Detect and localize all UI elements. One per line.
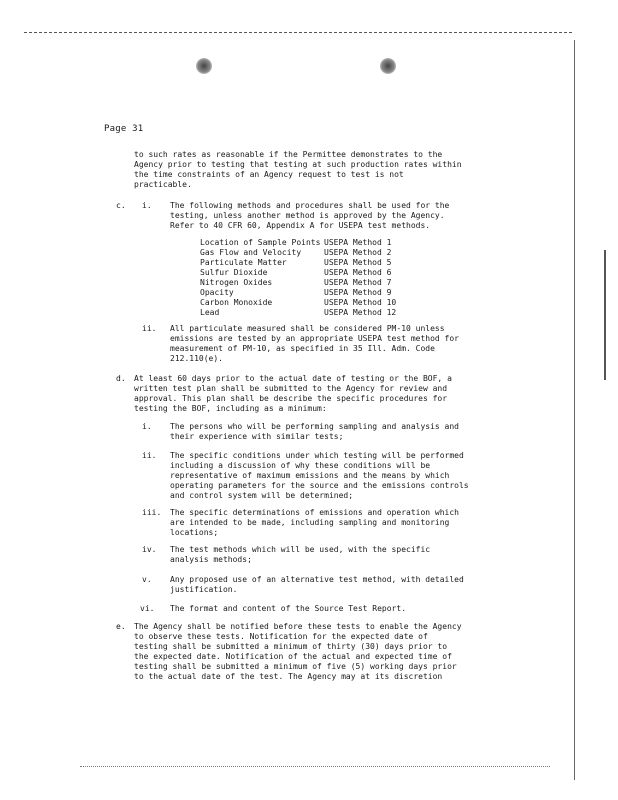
text-line: testing, unless another method is approved by the Agency. bbox=[170, 211, 445, 220]
text-line: the time constraints of an Agency request to test is not bbox=[134, 170, 404, 179]
text-line: Any proposed use of an alternative test method, with detailed bbox=[170, 575, 464, 584]
table-row bbox=[200, 278, 396, 288]
pollutant-cell: Location of Sample Points bbox=[200, 238, 321, 247]
continuation-paragraph bbox=[134, 150, 504, 190]
table-row bbox=[200, 288, 396, 298]
text-line: testing the BOF, including as a minimum: bbox=[134, 404, 327, 413]
method-cell: USEPA Method 2 bbox=[324, 248, 392, 257]
text-line: written test plan shall be submitted to the Agency for review and bbox=[134, 384, 448, 393]
scan-edge-mark bbox=[604, 250, 606, 380]
text-line: The Agency shall be notified before these tests to enable the Agency bbox=[134, 622, 462, 631]
scan-edge-right bbox=[574, 40, 575, 780]
text-line: the expected date. Notification of the actual and expected time of bbox=[134, 652, 452, 661]
text-line: The specific determinations of emissions and operation which bbox=[170, 508, 459, 517]
text-line: Refer to 40 CFR 60, Appendix A for USEPA test methods. bbox=[170, 221, 431, 230]
pollutant-cell: Gas Flow and Velocity bbox=[200, 248, 302, 257]
text-line: to such rates as reasonable if the Permittee demonstrates to the bbox=[134, 150, 443, 159]
text-line: are intended to be made, including sampling and monitoring bbox=[170, 518, 450, 527]
method-cell: USEPA Method 1 bbox=[324, 238, 392, 247]
method-cell: USEPA Method 10 bbox=[324, 298, 397, 307]
method-cell: USEPA Method 6 bbox=[324, 268, 392, 277]
section-c-label: c. bbox=[116, 201, 126, 210]
text-line: to the actual date of the test. The Agency may at its discretion bbox=[134, 672, 443, 681]
text-line: their experience with similar tests; bbox=[170, 432, 344, 441]
section-d-label: d. bbox=[116, 374, 126, 383]
pollutant-cell: Opacity bbox=[200, 288, 234, 297]
item-d-iv-label: iv. bbox=[142, 545, 157, 554]
test-methods-table bbox=[200, 238, 396, 318]
text-line: All particulate measured shall be considered PM-10 unless bbox=[170, 324, 445, 333]
item-d-ii-text bbox=[170, 451, 500, 501]
item-c-i-label: i. bbox=[142, 201, 152, 210]
page-number: Page 31 bbox=[104, 124, 144, 134]
pollutant-cell: Nitrogen Oxides bbox=[200, 278, 273, 287]
item-d-iii-text bbox=[170, 508, 500, 538]
text-line: justification. bbox=[170, 585, 238, 594]
item-c-ii-label: ii. bbox=[142, 324, 157, 333]
item-d-vi-text bbox=[170, 604, 500, 614]
table-row bbox=[200, 298, 396, 308]
item-c-ii-text bbox=[170, 324, 500, 364]
text-line: and control system will be determined; bbox=[170, 491, 354, 500]
text-line: analysis methods; bbox=[170, 555, 252, 564]
table-row bbox=[200, 258, 396, 268]
text-line: locations; bbox=[170, 528, 219, 537]
text-line: emissions are tested by an appropriate USEPA test method for bbox=[170, 334, 459, 343]
pollutant-cell: Lead bbox=[200, 308, 220, 317]
text-line: The specific conditions under which testing will be performed bbox=[170, 451, 464, 460]
item-d-ii-label: ii. bbox=[142, 451, 157, 460]
text-line: operating parameters for the source and the emissions controls bbox=[170, 481, 469, 490]
text-line: measurement of PM-10, as specified in 35 Ill. Adm. Code bbox=[170, 344, 435, 353]
section-e-label: e. bbox=[116, 622, 126, 631]
text-line: The test methods which will be used, with the specific bbox=[170, 545, 431, 554]
item-c-i-text bbox=[170, 201, 500, 231]
pollutant-cell: Sulfur Dioxide bbox=[200, 268, 268, 277]
text-line: testing shall be submitted a minimum of five (5) working days prior bbox=[134, 662, 457, 671]
item-d-vi-label: vi. bbox=[140, 604, 155, 613]
method-cell: USEPA Method 5 bbox=[324, 258, 392, 267]
scan-edge-top bbox=[24, 32, 572, 33]
item-d-i-label: i. bbox=[142, 422, 152, 431]
text-line: including a discussion of why these conditions will be bbox=[170, 461, 431, 470]
item-d-iii-label: iii. bbox=[142, 508, 162, 517]
pollutant-cell: Carbon Monoxide bbox=[200, 298, 273, 307]
text-line: testing shall be submitted a minimum of thirty (30) days prior to bbox=[134, 642, 448, 651]
text-line: The following methods and procedures shall be used for the bbox=[170, 201, 450, 210]
text-line: representative of maximum emissions and the means by which bbox=[170, 471, 450, 480]
text-line: The format and content of the Source Test Report. bbox=[170, 604, 407, 613]
method-cell: USEPA Method 7 bbox=[324, 278, 392, 287]
section-d-intro bbox=[134, 374, 504, 414]
item-d-v-text bbox=[170, 575, 500, 595]
text-line: At least 60 days prior to the actual date of testing or the BOF, a bbox=[134, 374, 452, 383]
table-row bbox=[200, 238, 396, 248]
method-cell: USEPA Method 12 bbox=[324, 308, 397, 317]
punch-hole-right bbox=[380, 58, 396, 74]
text-line: to observe these tests. Notification for the expected date of bbox=[134, 632, 428, 641]
method-cell: USEPA Method 9 bbox=[324, 288, 392, 297]
punch-hole-left bbox=[196, 58, 212, 74]
text-line: Agency prior to testing that testing at such production rates within bbox=[134, 160, 462, 169]
table-row bbox=[200, 308, 396, 318]
pollutant-cell: Particulate Matter bbox=[200, 258, 287, 267]
table-row bbox=[200, 248, 396, 258]
item-d-i-text bbox=[170, 422, 500, 442]
text-line: approval. This plan shall be describe the specific procedures for bbox=[134, 394, 448, 403]
table-row bbox=[200, 268, 396, 278]
item-d-v-label: v. bbox=[142, 575, 152, 584]
text-line: practicable. bbox=[134, 180, 192, 189]
scan-edge-bottom bbox=[80, 766, 550, 767]
item-d-iv-text bbox=[170, 545, 500, 565]
text-line: The persons who will be performing sampling and analysis and bbox=[170, 422, 459, 431]
text-line: 212.110(e). bbox=[170, 354, 223, 363]
section-e-text bbox=[134, 622, 504, 682]
